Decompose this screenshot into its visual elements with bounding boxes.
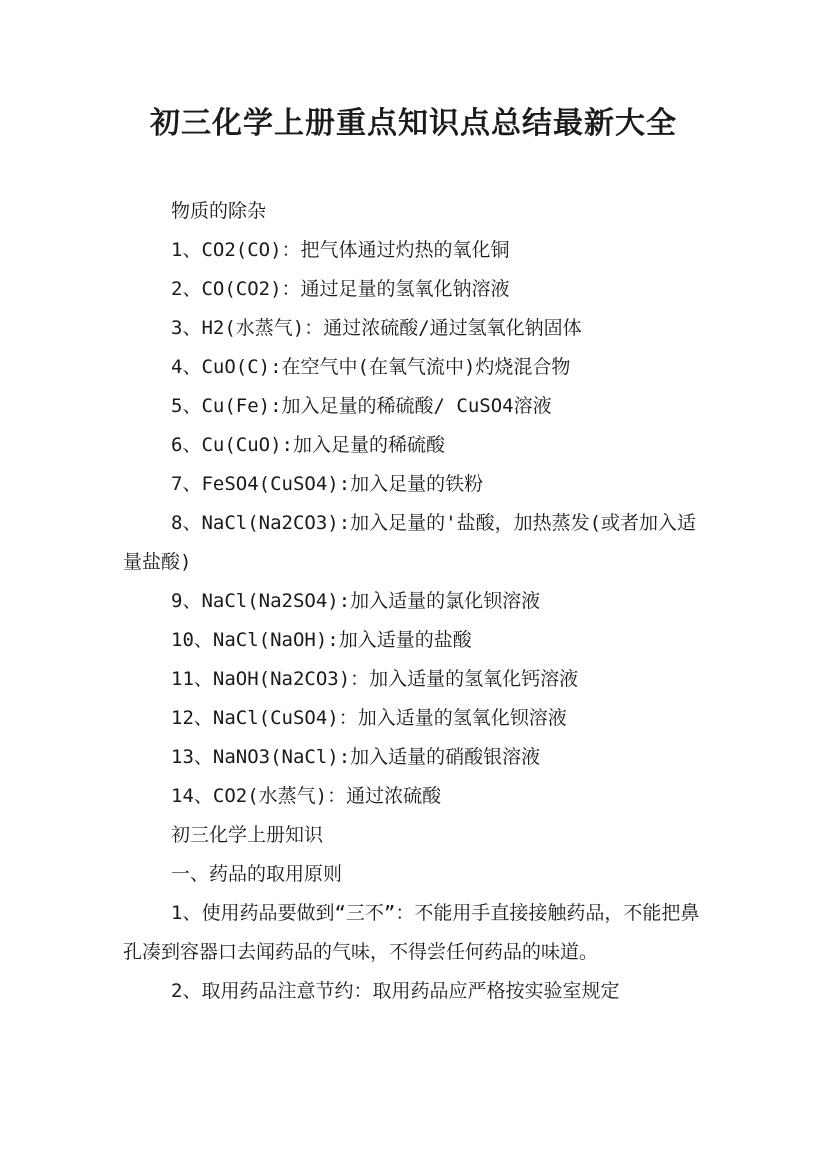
- document-body: [123, 192, 713, 1011]
- list-item: 5、Cu(Fe):加入足量的稀硫酸/ CuSO4溶液: [171, 395, 552, 417]
- list-item: 11、NaOH(Na2CO3)：加入适量的氢氧化钙溶液: [171, 668, 579, 690]
- list-item: 2、CO(CO2)：通过足量的氢氧化钠溶液: [171, 278, 510, 300]
- list-item: 6、Cu(CuO):加入足量的稀硫酸: [171, 434, 445, 456]
- list-item: 14、CO2(水蒸气)：通过浓硫酸: [171, 785, 442, 807]
- list-item: 4、CuO(C):在空气中(在氧气流中)灼烧混合物: [171, 356, 571, 378]
- list-item: 10、NaCl(NaOH):加入适量的盐酸: [171, 629, 472, 651]
- section-heading: 初三化学上册知识: [171, 824, 324, 846]
- list-item: 8、NaCl(Na2CO3):加入足量的'盐酸，加热蒸发(或者加入适量盐酸): [123, 512, 697, 573]
- list-item: 3、H2(水蒸气)：通过浓硫酸/通过氢氧化钠固体: [171, 317, 582, 339]
- list-item: 12、NaCl(CuSO4)：加入适量的氢氧化钡溶液: [171, 707, 567, 729]
- document-title: 初三化学上册重点知识点总结最新大全: [150, 106, 677, 141]
- section-heading: 物质的除杂: [171, 200, 267, 222]
- paragraph: 2、取用药品注意节约：取用药品应严格按实验室规定: [171, 980, 620, 1002]
- list-item: 13、NaNO3(NaCl):加入适量的硝酸银溶液: [171, 746, 541, 768]
- list-item: 7、FeSO4(CuSO4):加入足量的铁粉: [171, 473, 484, 495]
- list-item: 1、CO2(CO)：把气体通过灼热的氧化铜: [171, 239, 510, 261]
- subsection-heading: 一、药品的取用原则: [171, 863, 343, 885]
- list-item: 9、NaCl(Na2SO4):加入适量的氯化钡溶液: [171, 590, 541, 612]
- paragraph: 1、使用药品要做到“三不”：不能用手直接接触药品，不能把鼻孔凑到容器口去闻药品的气味，不得尝任何药品的味道。: [123, 902, 700, 963]
